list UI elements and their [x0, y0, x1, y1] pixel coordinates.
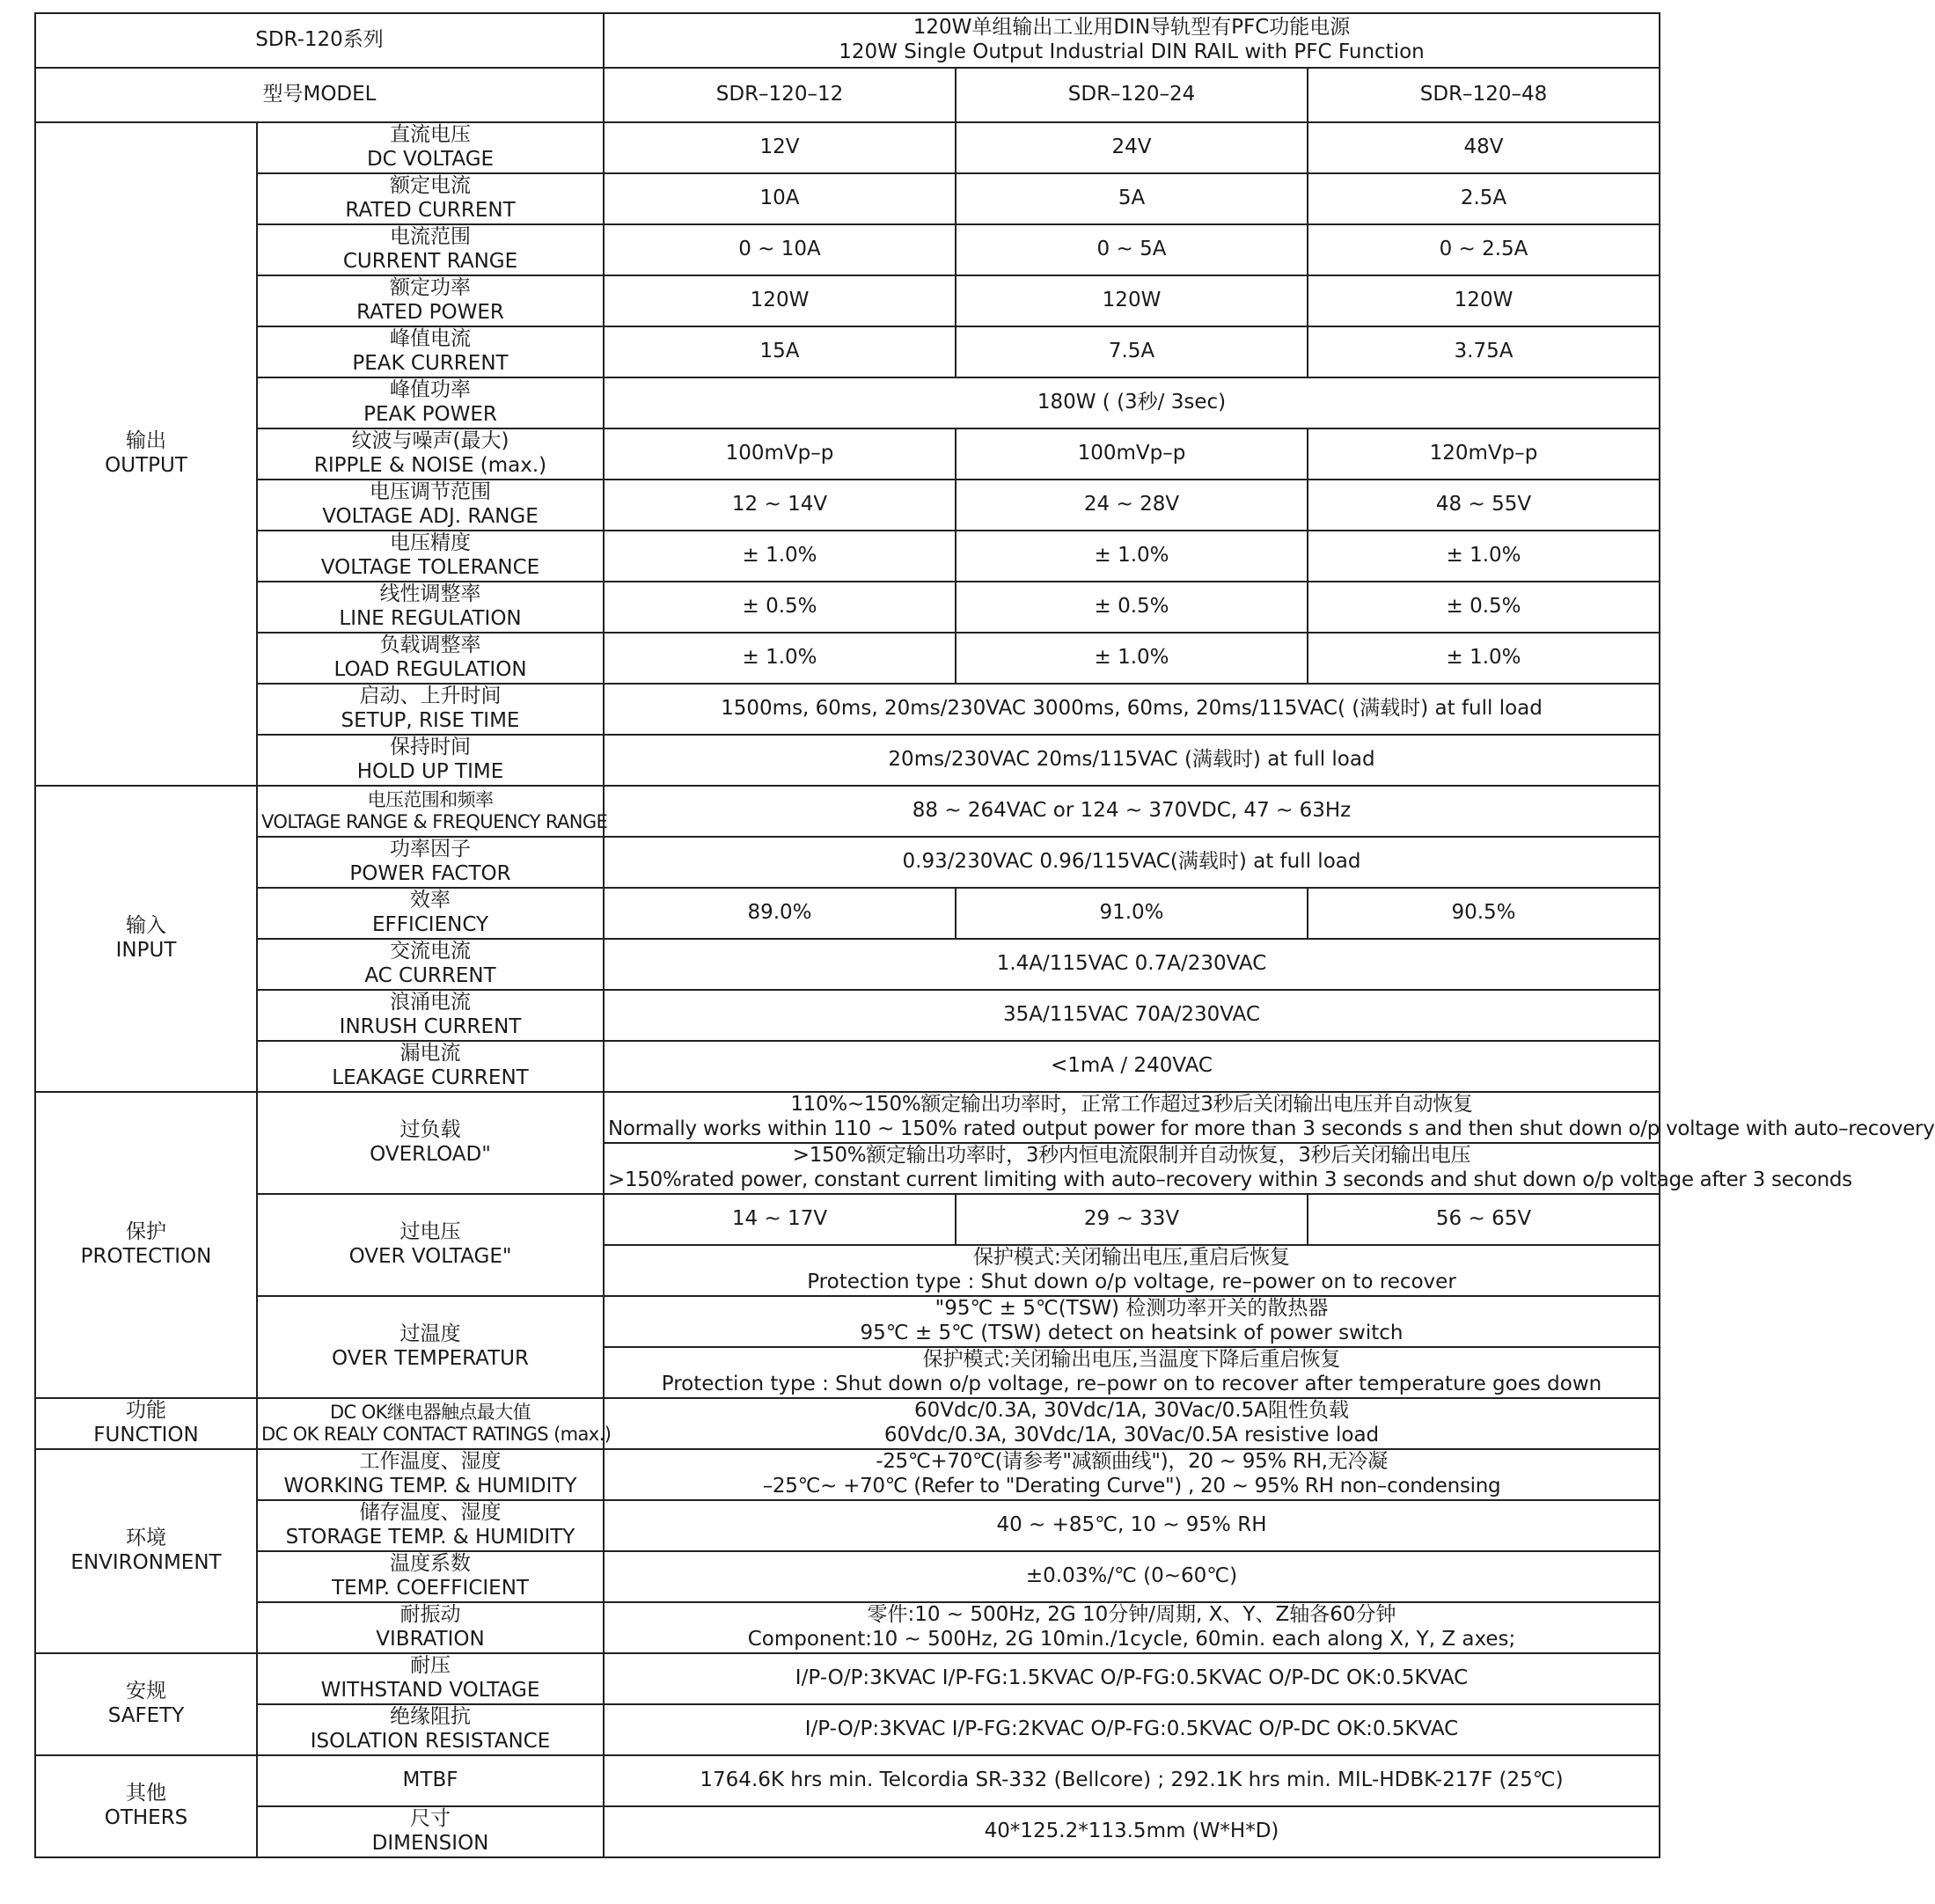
- param-en: RIPPLE & NOISE (max.): [313, 454, 547, 477]
- header-row: [35, 13, 1660, 68]
- param-en: VOLTAGE TOLERANCE: [320, 556, 540, 579]
- over-temp-detect: [604, 1296, 1660, 1347]
- value-cell: 40 ~ +85℃, 10 ~ 95% RH: [604, 1500, 1660, 1551]
- value-cell: 180W ( (3秒/ 3sec): [604, 377, 1660, 428]
- mode-en: Protection type : Shut down o/p voltage, re–power on to recover: [807, 1271, 1456, 1293]
- param-voltage-tolerance: [257, 531, 604, 582]
- value-cell: 12 ~ 14V: [604, 480, 956, 531]
- param-en: LINE REGULATION: [339, 607, 522, 630]
- over-temp-row-1: [35, 1296, 1660, 1347]
- rated-current-row: [35, 173, 1660, 224]
- value-cell: 120W: [956, 275, 1308, 326]
- peak-current-row: [35, 326, 1660, 377]
- param-en: VIBRATION: [376, 1628, 485, 1651]
- param-working-temp: [257, 1449, 604, 1500]
- load-regulation-row: [35, 633, 1660, 684]
- param-zh: 效率: [410, 889, 451, 912]
- category-environment: [35, 1449, 257, 1653]
- value-cell: 20ms/230VAC 20ms/115VAC (满载时) at full load: [604, 735, 1660, 786]
- setup-row: [35, 684, 1660, 735]
- voltage-adj-row: [35, 480, 1660, 531]
- value-cell: 1.4A/115VAC 0.7A/230VAC: [604, 939, 1660, 990]
- param-zh: 交流电流: [390, 940, 471, 963]
- param-dc-voltage: [257, 122, 604, 173]
- working-temp-row: [35, 1449, 1660, 1500]
- value-cell: 7.5A: [956, 326, 1308, 377]
- model-row: [35, 68, 1660, 122]
- param-zh: 直流电压: [390, 123, 471, 147]
- category-safety: [35, 1653, 257, 1755]
- series-cell: [35, 13, 604, 68]
- over-temp-mode: [604, 1347, 1660, 1398]
- param-en: RATED CURRENT: [345, 199, 516, 222]
- param-mtbf: MTBF: [257, 1755, 604, 1806]
- model-label: 型号MODEL: [35, 68, 604, 122]
- value-cell: ± 1.0%: [604, 633, 956, 684]
- param-zh: 功率因子: [390, 838, 471, 861]
- param-peak-power: [257, 377, 604, 428]
- param-zh: 工作温度、湿度: [359, 1450, 502, 1474]
- param-en: EFFICIENCY: [371, 913, 489, 936]
- param-en: LOAD REGULATION: [333, 658, 527, 681]
- value-cell: 24V: [956, 122, 1308, 173]
- value-cell: 0.93/230VAC 0.96/115VAC(满载时) at full load: [604, 837, 1660, 888]
- param-en: HOLD UP TIME: [356, 760, 504, 783]
- cat-en: ENVIRONMENT: [70, 1551, 222, 1574]
- param-efficiency: [257, 888, 604, 939]
- param-zh: 电压调节范围: [370, 480, 491, 504]
- param-en: PEAK CURRENT: [352, 352, 509, 375]
- value-cell: 2.5A: [1308, 173, 1660, 224]
- model-12: SDR–120–12: [604, 68, 956, 122]
- param-zh: 峰值电流: [390, 327, 471, 351]
- param-zh: 储存温度、湿度: [359, 1501, 502, 1525]
- rule-en: Normally works within 110 ~ 150% rated output power for more than 3 seconds s and then shut down o/p voltage with auto–recovery: [608, 1117, 1935, 1140]
- value-cell: 88 ~ 264VAC or 124 ~ 370VDC, 47 ~ 63Hz: [604, 786, 1660, 837]
- param-en: ISOLATION RESISTANCE: [310, 1730, 551, 1753]
- rule-en: >150%rated power, constant current limiting with auto–recovery within 3 seconds and shut down o/p voltage after 3 seconds: [608, 1168, 1852, 1191]
- cat-zh: 功能: [126, 1399, 166, 1423]
- param-zh: 额定电流: [390, 174, 471, 198]
- value-cell: 0 ~ 10A: [604, 224, 956, 275]
- value-cell: 91.0%: [956, 888, 1308, 939]
- series-label: SDR-120系列: [255, 28, 384, 52]
- param-zh: 线性调整率: [379, 582, 481, 606]
- vibration-value: [604, 1602, 1660, 1653]
- mode-en: Protection type : Shut down o/p voltage, re–powr on to recover after temperature goes down: [661, 1373, 1602, 1395]
- current-range-row: [35, 224, 1660, 275]
- value-cell: ± 0.5%: [604, 582, 956, 633]
- param-en: RATED POWER: [356, 301, 504, 324]
- value-cell: ± 1.0%: [1308, 531, 1660, 582]
- value-cell: 48V: [1308, 122, 1660, 173]
- param-en: LEAKAGE CURRENT: [332, 1066, 529, 1089]
- title-en: 120W Single Output Industrial DIN RAIL with PFC Function: [839, 40, 1425, 63]
- param-en: CURRENT RANGE: [342, 250, 518, 273]
- param-zh: 额定功率: [390, 276, 471, 300]
- leakage-row: [35, 1041, 1660, 1092]
- value-cell: ± 1.0%: [1308, 633, 1660, 684]
- value-cell: ± 1.0%: [956, 531, 1308, 582]
- cat-en: INPUT: [115, 939, 177, 962]
- cat-en: OTHERS: [104, 1806, 188, 1829]
- cat-zh: 输入: [126, 914, 166, 938]
- param-en: POWER FACTOR: [349, 862, 511, 885]
- param-hold-up: [257, 735, 604, 786]
- param-en: WORKING TEMP. & HUMIDITY: [283, 1475, 577, 1498]
- param-zh: 漏电流: [399, 1042, 461, 1066]
- title-cell: [604, 13, 1660, 68]
- value-cell: 1764.6K hrs min. Telcordia SR-332 (Bellcore) ; 292.1K hrs min. MIL-HDBK-217F (25℃): [604, 1755, 1660, 1806]
- param-setup: [257, 684, 604, 735]
- param-ac-current: [257, 939, 604, 990]
- vibration-row: [35, 1602, 1660, 1653]
- dimension-row: [35, 1806, 1660, 1857]
- value-cell: 120mVp–p: [1308, 428, 1660, 480]
- param-zh: 峰值功率: [390, 378, 471, 402]
- value-cell: 29 ~ 33V: [956, 1194, 1308, 1245]
- value-cell: 90.5%: [1308, 888, 1660, 939]
- value-en: –25℃~ +70℃ (Refer to "Derating Curve") , 20 ~ 95% RH non–condensing: [762, 1475, 1501, 1498]
- cat-zh: 输出: [126, 429, 166, 453]
- value-zh: 零件:10 ~ 500Hz, 2G 10分钟/周期, X、Y、Z轴各60分钟: [867, 1603, 1396, 1627]
- detect-en: 95℃ ± 5℃ (TSW) detect on heatsink of power switch: [860, 1322, 1404, 1344]
- category-protection: [35, 1092, 257, 1398]
- dc-ok-row: [35, 1398, 1660, 1449]
- param-zh: 温度系数: [390, 1552, 471, 1576]
- param-en: WITHSTAND VOLTAGE: [320, 1679, 540, 1702]
- value-cell: 15A: [604, 326, 956, 377]
- param-en: DIMENSION: [371, 1832, 489, 1855]
- value-zh: 60Vdc/0.3A, 30Vdc/1A, 30Vac/0.5A阻性负载: [914, 1399, 1349, 1423]
- category-others: [35, 1755, 257, 1857]
- value-cell: I/P-O/P:3KVAC I/P-FG:2KVAC O/P-FG:0.5KVAC O/P-DC OK:0.5KVAC: [604, 1704, 1660, 1755]
- param-over-temp: [257, 1296, 604, 1398]
- value-en: Component:10 ~ 500Hz, 2G 10min./1cycle, 60min. each along X, Y, Z axes;: [747, 1628, 1516, 1651]
- param-zh: 过温度: [399, 1322, 461, 1346]
- param-en: OVER VOLTAGE": [348, 1245, 512, 1268]
- ripple-row: [35, 428, 1660, 480]
- param-voltage-adj: [257, 480, 604, 531]
- value-cell: ± 0.5%: [1308, 582, 1660, 633]
- value-cell: 0 ~ 5A: [956, 224, 1308, 275]
- value-cell: 48 ~ 55V: [1308, 480, 1660, 531]
- value-cell: 56 ~ 65V: [1308, 1194, 1660, 1245]
- detect-zh: "95℃ ± 5℃(TSW) 检测功率开关的散热器: [935, 1297, 1329, 1321]
- value-cell: I/P-O/P:3KVAC I/P-FG:1.5KVAC O/P-FG:0.5KVAC O/P-DC OK:0.5KVAC: [604, 1653, 1660, 1704]
- param-voltage-range: [257, 786, 608, 837]
- value-cell: 10A: [604, 173, 956, 224]
- power-factor-row: [35, 837, 1660, 888]
- isolation-row: [35, 1704, 1660, 1755]
- param-zh: 启动、上升时间: [359, 685, 502, 708]
- param-vibration: [257, 1602, 604, 1653]
- cat-zh: 安规: [126, 1680, 166, 1703]
- hold-up-row: [35, 735, 1660, 786]
- value-cell: ± 1.0%: [604, 531, 956, 582]
- param-leakage: [257, 1041, 604, 1092]
- value-cell: ± 1.0%: [956, 633, 1308, 684]
- inrush-row: [35, 990, 1660, 1041]
- param-en: TEMP. COEFFICIENT: [332, 1577, 529, 1600]
- cat-en: PROTECTION: [80, 1245, 212, 1268]
- value-cell: ±0.03%/℃ (0~60℃): [604, 1551, 1660, 1602]
- param-zh: 过负载: [399, 1118, 461, 1142]
- rated-power-row: [35, 275, 1660, 326]
- param-rated-current: [257, 173, 604, 224]
- mtbf-row: [35, 1755, 1660, 1806]
- value-cell: ± 0.5%: [956, 582, 1308, 633]
- line-regulation-row: [35, 582, 1660, 633]
- param-en: OVER TEMPERATUR: [332, 1347, 529, 1370]
- value-cell: 35A/115VAC 70A/230VAC: [604, 990, 1660, 1041]
- category-output: [35, 122, 257, 786]
- param-rated-power: [257, 275, 604, 326]
- model-24: SDR–120–24: [956, 68, 1308, 122]
- param-en: VOLTAGE RANGE & FREQUENCY RANGE: [261, 811, 608, 832]
- param-zh: 电压范围和频率: [367, 788, 494, 810]
- rule-zh: >150%额定输出功率时，3秒内恒电流限制并自动恢复，3秒后关闭输出电压: [792, 1144, 1471, 1168]
- category-input: [35, 786, 257, 1092]
- param-power-factor: [257, 837, 604, 888]
- param-current-range: [257, 224, 604, 275]
- category-function: [35, 1398, 257, 1449]
- param-zh: 绝缘阻抗: [390, 1705, 471, 1729]
- value-cell: 100mVp–p: [604, 428, 956, 480]
- cat-en: SAFETY: [107, 1704, 185, 1727]
- value-cell: <1mA / 240VAC: [604, 1041, 1660, 1092]
- cat-en: OUTPUT: [105, 454, 187, 477]
- overload-row-1: [35, 1092, 1660, 1143]
- cat-en: FUNCTION: [93, 1424, 199, 1446]
- value-cell: 0 ~ 2.5A: [1308, 224, 1660, 275]
- efficiency-row: [35, 888, 1660, 939]
- param-en: INRUSH CURRENT: [339, 1015, 522, 1038]
- param-load-regulation: [257, 633, 604, 684]
- param-ripple: [257, 428, 604, 480]
- param-temp-coeff: [257, 1551, 604, 1602]
- param-en: DC VOLTAGE: [366, 148, 495, 171]
- voltage-tolerance-row: [35, 531, 1660, 582]
- param-zh: 电流范围: [390, 225, 471, 249]
- param-over-voltage: [257, 1194, 604, 1296]
- ac-current-row: [35, 939, 1660, 990]
- value-zh: -25℃+70℃(请参考"减额曲线")，20 ~ 95% RH,无冷凝: [876, 1450, 1388, 1474]
- storage-temp-row: [35, 1500, 1660, 1551]
- param-zh: 保持时间: [390, 736, 471, 759]
- mode-zh: 保护模式:关闭输出电压,重启后恢复: [972, 1246, 1291, 1270]
- param-zh: 负载调整率: [379, 633, 481, 657]
- param-en: SETUP, RISE TIME: [341, 709, 520, 732]
- value-cell: 40*125.2*113.5mm (W*H*D): [604, 1806, 1660, 1857]
- param-zh: 尺寸: [410, 1807, 451, 1831]
- overload-rule-1: [604, 1092, 1935, 1143]
- param-line-regulation: [257, 582, 604, 633]
- dc-voltage-row: [35, 122, 1660, 173]
- cat-zh: 其他: [126, 1782, 166, 1805]
- spec-table: [34, 12, 1935, 1858]
- value-cell: 3.75A: [1308, 326, 1660, 377]
- model-48: SDR–120–48: [1308, 68, 1660, 122]
- value-cell: 1500ms, 60ms, 20ms/230VAC 3000ms, 60ms, 20ms/115VAC( (满载时) at full load: [604, 684, 1660, 735]
- param-zh: DC OK继电器触点最大值: [329, 1401, 531, 1423]
- param-dimension: [257, 1806, 604, 1857]
- param-isolation: [257, 1704, 604, 1755]
- value-cell: 24 ~ 28V: [956, 480, 1308, 531]
- param-zh: 电压精度: [390, 531, 471, 555]
- dc-ok-value: [604, 1398, 1660, 1449]
- withstand-row: [35, 1653, 1660, 1704]
- rule-zh: 110%~150%额定输出功率时，正常工作超过3秒后关闭输出电压并自动恢复: [790, 1093, 1473, 1117]
- value-cell: 89.0%: [604, 888, 956, 939]
- voltage-range-row: [35, 786, 1660, 837]
- param-zh: 耐压: [410, 1654, 451, 1678]
- param-en: AC CURRENT: [364, 964, 496, 987]
- overload-rule-2: [604, 1143, 1852, 1194]
- title-zh: 120W单组输出工业用DIN导轨型有PFC功能电源: [913, 16, 1351, 40]
- temp-coeff-row: [35, 1551, 1660, 1602]
- param-en: PEAK POWER: [363, 403, 497, 426]
- param-zh: 纹波与噪声(最大): [351, 429, 509, 453]
- param-dc-ok: [257, 1398, 612, 1449]
- param-en: OVERLOAD": [370, 1143, 491, 1166]
- over-voltage-row-1: [35, 1194, 1660, 1245]
- param-storage-temp: [257, 1500, 604, 1551]
- value-cell: 5A: [956, 173, 1308, 224]
- value-cell: 120W: [604, 275, 956, 326]
- value-cell: 14 ~ 17V: [604, 1194, 956, 1245]
- param-en: VOLTAGE ADJ. RANGE: [322, 505, 539, 528]
- value-cell: 12V: [604, 122, 956, 173]
- param-zh: 耐振动: [399, 1603, 461, 1627]
- peak-power-row: [35, 377, 1660, 428]
- cat-zh: 保护: [126, 1220, 166, 1244]
- param-zh: 过电压: [399, 1220, 461, 1244]
- value-cell: 100mVp–p: [956, 428, 1308, 480]
- param-en: DC OK REALY CONTACT RATINGS (max.): [261, 1424, 612, 1445]
- working-temp-value: [604, 1449, 1660, 1500]
- param-peak-current: [257, 326, 604, 377]
- param-withstand: [257, 1653, 604, 1704]
- param-overload: [257, 1092, 604, 1194]
- param-en: STORAGE TEMP. & HUMIDITY: [285, 1526, 575, 1549]
- value-cell: 120W: [1308, 275, 1660, 326]
- mode-zh: 保护模式:关闭输出电压,当温度下降后重启恢复: [922, 1348, 1341, 1372]
- value-en: 60Vdc/0.3A, 30Vdc/1A, 30Vac/0.5A resistive load: [883, 1424, 1380, 1446]
- param-inrush: [257, 990, 604, 1041]
- param-zh: 浪涌电流: [390, 991, 471, 1014]
- over-voltage-mode: [604, 1245, 1660, 1296]
- cat-zh: 环境: [126, 1527, 166, 1550]
